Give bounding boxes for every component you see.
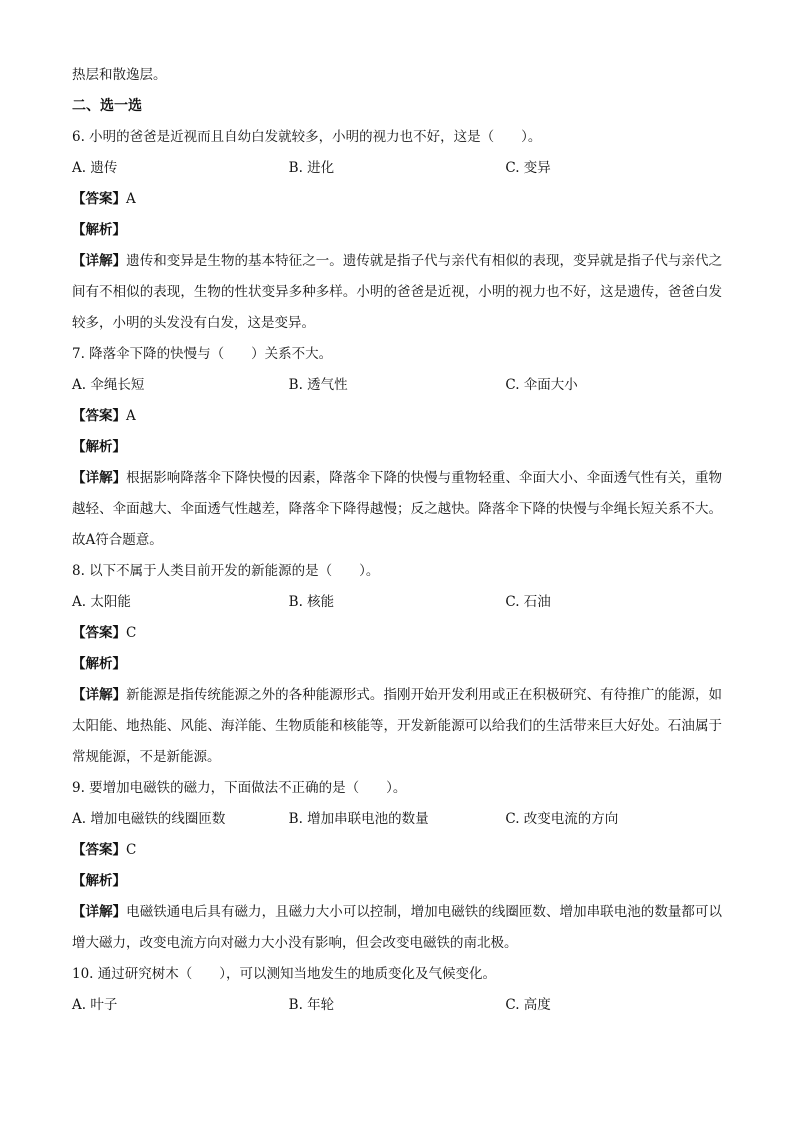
detail-text: 电磁铁通电后具有磁力，且磁力大小可以控制，增加电磁铁的线圈匝数、增加串联电池的数量都可以增大磁力，改变电流方向对磁力大小没有影响，但会改变电磁铁的南北极。 (72, 904, 723, 951)
answer-tag: 【答案】 (72, 625, 126, 641)
option-a: A. 遗传 (72, 160, 118, 176)
analysis-tag: 【解析】 (72, 222, 126, 238)
question-8 (72, 556, 722, 773)
option-a: A. 增加电磁铁的线圈匝数 (72, 811, 226, 827)
question-stem: 7. 降落伞下降的快慢与（ ）关系不大。 (72, 346, 333, 362)
analysis-tag: 【解析】 (72, 439, 126, 455)
option-c: C. 变异 (505, 160, 551, 176)
detail-text: 新能源是指传统能源之外的各种能源形式。指刚开始开发利用或正在积极研究、有待推广的能源，如太阳能、地热能、风能、海洋能、生物质能和核能等，开发新能源可以给我们的生活带来巨大好处。石油属于常规能源，不是新能源。 (72, 687, 723, 765)
option-b: B. 进化 (288, 160, 335, 176)
question-stem: 6. 小明的爸爸是近视而且自幼白发就较多，小明的视力也不好，这是（ ）。 (72, 129, 542, 145)
answer-line (72, 618, 722, 649)
question-10 (72, 959, 722, 1021)
answer-line (72, 835, 722, 866)
detail-paragraph (72, 463, 722, 556)
question-7 (72, 339, 722, 556)
question-stem: 10. 通过研究树木（ ），可以测知当地发生的地质变化及气候变化。 (72, 966, 497, 982)
option-a: A. 太阳能 (72, 594, 131, 610)
option-b: B. 透气性 (288, 377, 348, 393)
answer-tag: 【答案】 (72, 842, 126, 858)
option-b: B. 核能 (288, 594, 335, 610)
section-title: 二、选一选 (72, 98, 142, 114)
page-content (72, 60, 722, 1021)
question-options (72, 370, 722, 401)
detail-text: 根据影响降落伞下降快慢的因素，降落伞下降的快慢与重物轻重、伞面大小、伞面透气性有关，重物越轻、伞面越大、伞面透气性越差，降落伞下降得越慢；反之越快。降落伞下降的快慢与伞绳长短关系不大。故A符合题意。 (72, 470, 723, 548)
answer-tag: 【答案】 (72, 408, 126, 424)
answer-value: A (126, 408, 136, 424)
question-options (72, 153, 722, 184)
answer-line (72, 401, 722, 432)
question-stem: 8. 以下不属于人类目前开发的新能源的是（ ）。 (72, 563, 380, 579)
detail-tag: 【详解】 (72, 470, 127, 486)
detail-paragraph (72, 680, 722, 773)
intro-tail-text: 热层和散逸层。 (72, 67, 167, 83)
answer-value: A (126, 191, 136, 207)
option-a: A. 伞绳长短 (72, 377, 145, 393)
option-c: C. 高度 (505, 997, 551, 1013)
option-c: C. 改变电流的方向 (505, 811, 619, 827)
detail-text: 遗传和变异是生物的基本特征之一。遗传就是指子代与亲代有相似的表现，变异就是指子代与亲代之间有不相似的表现，生物的性状变异多种多样。小明的爸爸是近视，小明的视力也不好，这是遗传，爸爸白发较多，小明的头发没有白发，这是变异。 (72, 253, 723, 331)
answer-line (72, 184, 722, 215)
option-b: B. 年轮 (288, 997, 335, 1013)
option-a: A. 叶子 (72, 997, 118, 1013)
detail-paragraph (72, 897, 722, 959)
question-options (72, 587, 722, 618)
question-options (72, 804, 722, 835)
option-c: C. 伞面大小 (505, 377, 578, 393)
answer-value: C (126, 842, 137, 858)
answer-tag: 【答案】 (72, 191, 126, 207)
detail-paragraph (72, 246, 722, 339)
question-9 (72, 773, 722, 959)
question-stem: 9. 要增加电磁铁的磁力，下面做法不正确的是（ ）。 (72, 780, 407, 796)
answer-value: C (126, 625, 137, 641)
detail-tag: 【详解】 (72, 687, 127, 703)
option-b: B. 增加串联电池的数量 (288, 811, 429, 827)
question-options (72, 990, 722, 1021)
detail-tag: 【详解】 (72, 904, 127, 920)
analysis-tag: 【解析】 (72, 656, 126, 672)
question-6 (72, 122, 722, 339)
detail-tag: 【详解】 (72, 253, 127, 269)
analysis-tag: 【解析】 (72, 873, 126, 889)
option-c: C. 石油 (505, 594, 551, 610)
